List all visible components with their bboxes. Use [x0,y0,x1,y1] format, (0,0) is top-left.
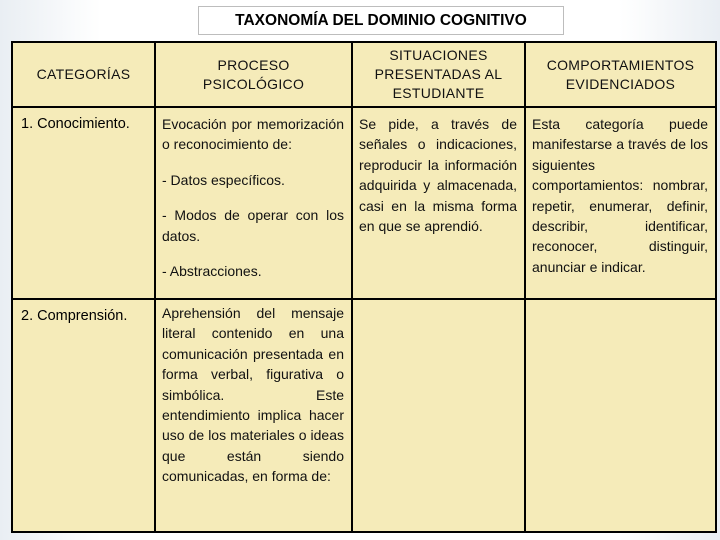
row1-proceso-intro: Evocación por memorización o reconocimiento de: [162,116,344,153]
header-situaciones [353,43,524,106]
row1-proceso [156,108,351,298]
row2-comportamiento [526,300,715,531]
header-proceso-line1: PROCESO [217,56,290,73]
row1-situacion [353,108,524,298]
row2-category-label: 2. Comprensión. [21,308,128,324]
row1-category [13,108,154,298]
row1-situacion-text: Se pide, a través de señales o indicaciones, reproducir la información adquirida y almacenada, casi en la misma forma en que se aprendió. [359,116,517,235]
header-proceso-line2: PSICOLÓGICO [202,75,305,92]
header-comportamientos-line1: COMPORTAMIENTOS [546,56,695,73]
header-situaciones-line2: PRESENTADAS AL [374,66,503,82]
row2-proceso [156,300,351,531]
row1-comportamiento-text: Esta categoría puede manifestarse a través de los siguientes comportamientos: nombrar, repetir, enumerar, definir, describir, identificar, reconocer, distinguir, anunciar e indicar. [532,116,708,275]
row1-proceso-item-2: - Modos de operar con los datos. [162,207,344,244]
page-title: TAXONOMÍA DEL DOMINIO COGNITIVO [198,6,564,35]
row2-category [13,300,154,531]
row1-proceso-item-1: - Datos específicos. [162,171,285,188]
taxonomy-table [11,41,717,533]
header-categorias-label: CATEGORÍAS [36,66,131,82]
row1-proceso-item-3: - Abstracciones. [162,263,262,280]
row2-situacion [353,300,524,531]
header-situaciones-line3: ESTUDIANTE [392,85,485,101]
row1-comportamiento [526,108,715,298]
header-comportamientos-line2: EVIDENCIADOS [565,75,676,92]
header-categorias [13,43,154,106]
row2-proceso-text: Aprehensión del mensaje literal contenido en una comunicación presentada en forma verbal, figurativa o simbólica. Este entendimiento implica hacer uso de los materiales o ideas que están siendo comunicadas, en forma de: [162,305,344,485]
row1-category-label: 1. Conocimiento. [21,116,130,132]
header-comportamientos [526,43,715,106]
header-proceso [156,43,351,106]
header-situaciones-line1: SITUACIONES [389,47,488,63]
